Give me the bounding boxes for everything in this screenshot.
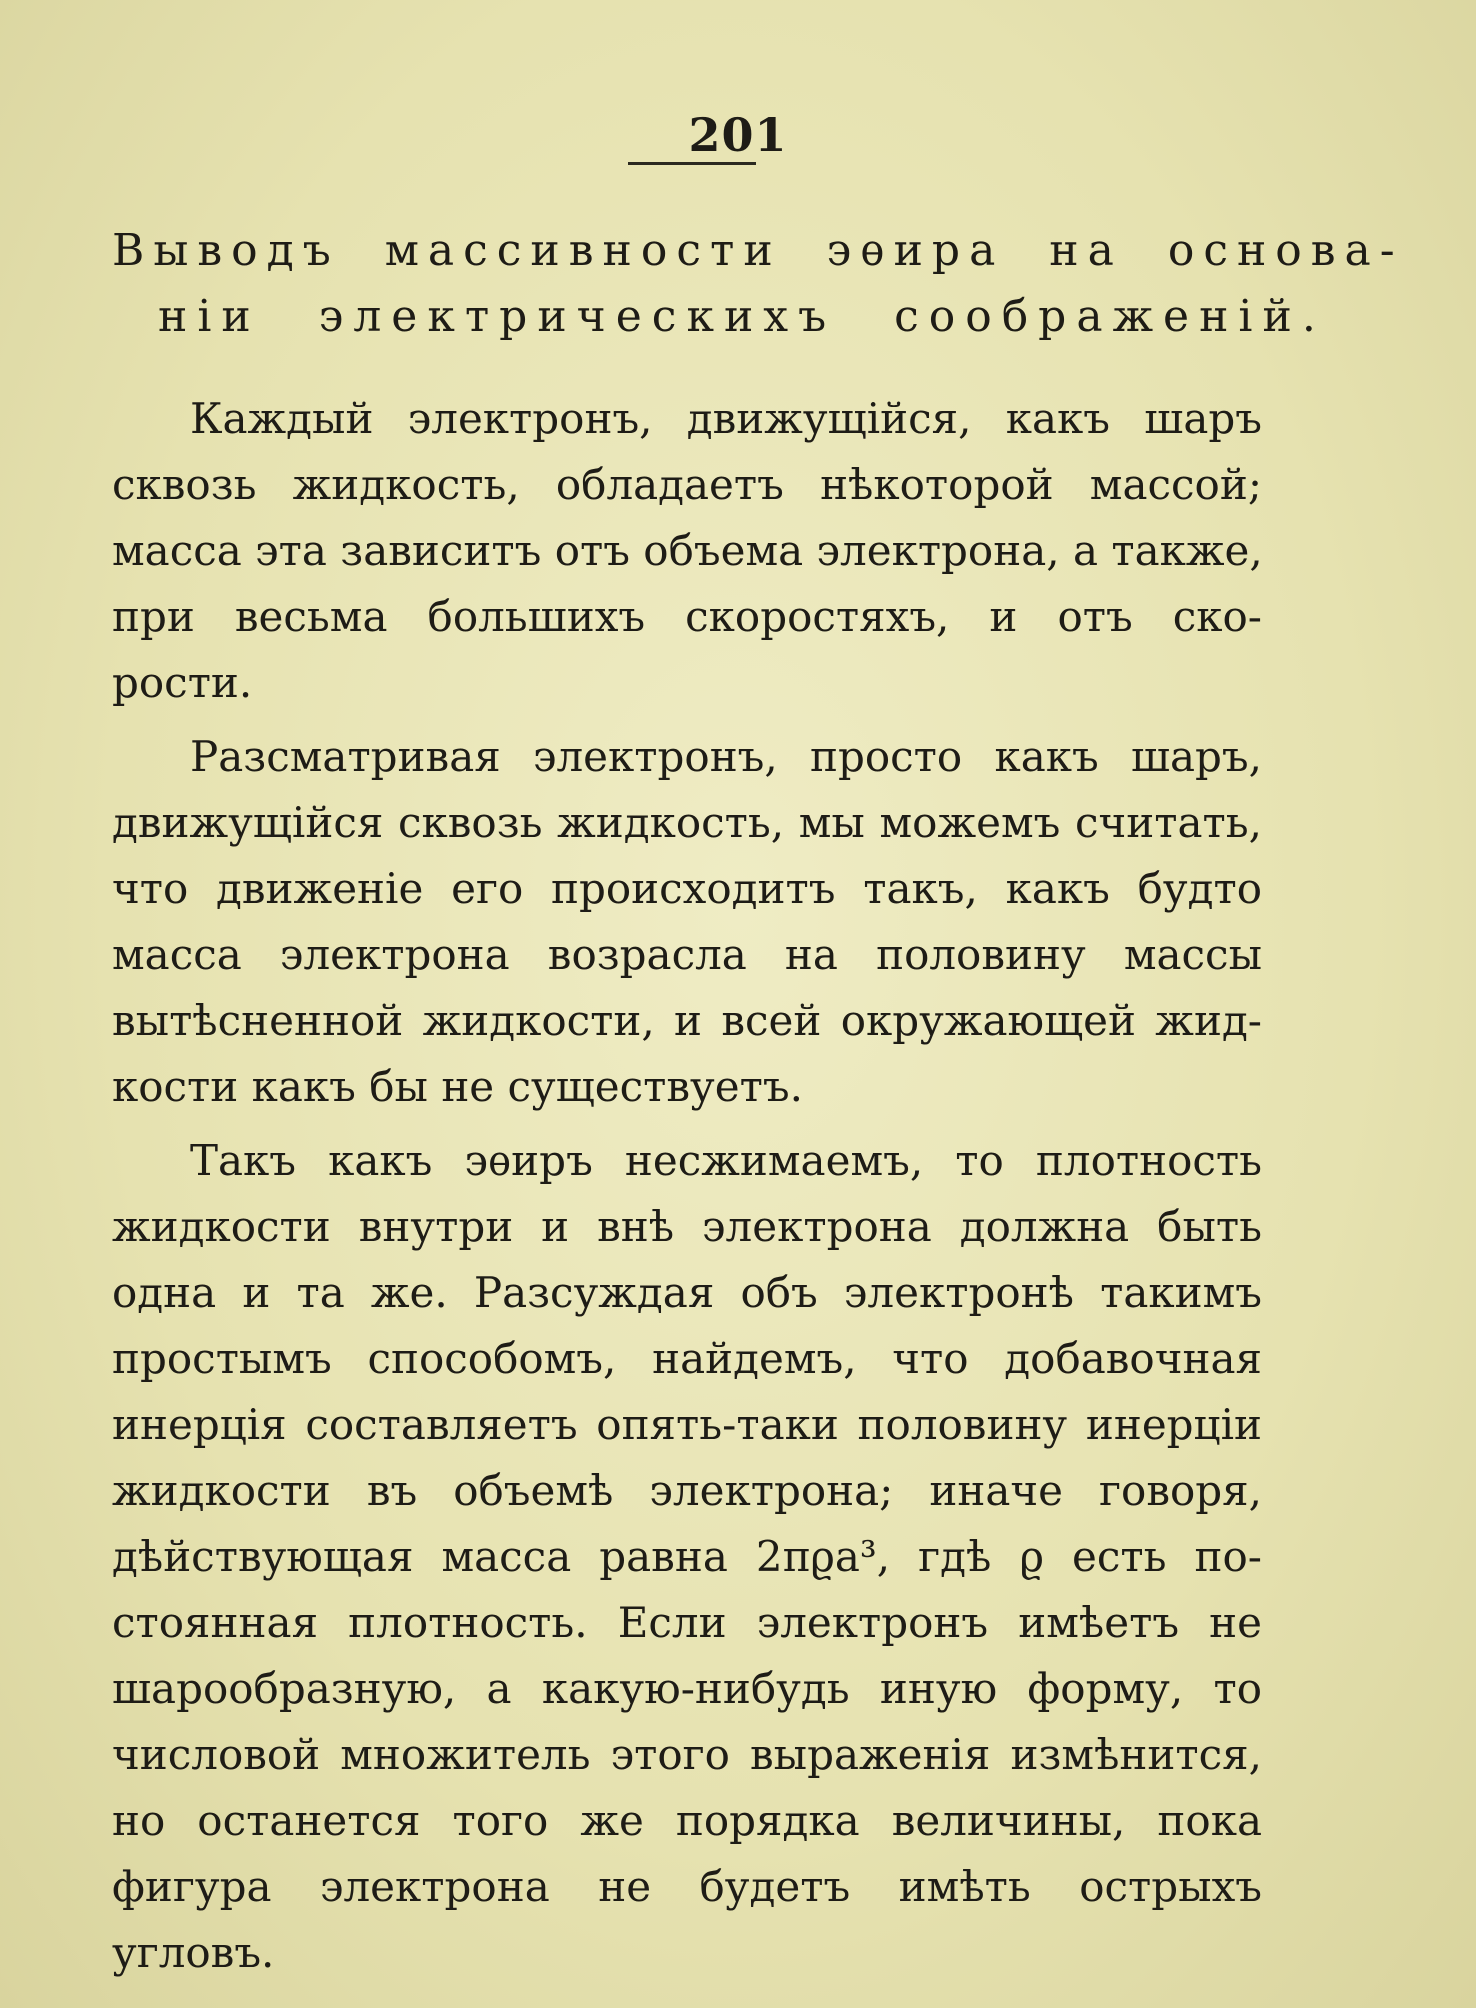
text-line: инерція составляетъ опять-таки половину инерціи xyxy=(112,1400,1262,1449)
text-line: масса эта зависитъ отъ объема электрона, а также, xyxy=(112,526,1263,575)
text-line: Каждый электронъ, движущійся, какъ шаръ xyxy=(190,394,1262,443)
text-line: стоянная плотность. Если электронъ имѣетъ не xyxy=(112,1598,1262,1647)
text-line: вытѣсненной жидкости, и всей окружающей жид- xyxy=(112,996,1262,1045)
page-number-rule xyxy=(628,162,756,165)
text-line: шарообразную, а какую-нибудь иную форму, то xyxy=(112,1664,1262,1713)
section-heading xyxy=(112,218,1404,350)
text-line: Такъ какъ эѳиръ несжимаемъ, то плотность xyxy=(190,1136,1262,1185)
text-line: простымъ способомъ, найдемъ, что добавочная xyxy=(112,1334,1262,1383)
text-line: жидкости внутри и внѣ электрона должна быть xyxy=(112,1202,1262,1251)
text-line: дѣйствующая масса равна 2πϱa³, гдѣ ϱ есть по- xyxy=(112,1532,1262,1581)
paragraph-1 xyxy=(112,386,1262,716)
text-line: движущійся сквозь жидкость, мы можемъ считать, xyxy=(112,798,1262,847)
text-line: угловъ. xyxy=(112,1928,275,1977)
paragraph-2 xyxy=(112,724,1262,1120)
text-line: одна и та же. Разсуждая объ электронѣ такимъ xyxy=(112,1268,1262,1317)
text-line: рости. xyxy=(112,658,253,707)
page-number: 201 xyxy=(688,108,788,162)
paragraph-3 xyxy=(112,1128,1262,1986)
section-heading-line: ніи электрическихъ соображеній. xyxy=(158,291,1326,342)
body-text xyxy=(112,386,1262,1994)
text-line: но останется того же порядка величины, пока xyxy=(112,1796,1262,1845)
text-line: числовой множитель этого выраженія измѣнится, xyxy=(112,1730,1262,1779)
text-line: жидкости въ объемѣ электрона; иначе говоря, xyxy=(112,1466,1262,1515)
text-line: что движеніе его происходитъ такъ, какъ будто xyxy=(112,864,1262,913)
text-line: сквозь жидкость, обладаетъ нѣкоторой массой; xyxy=(112,460,1262,509)
text-line: при весьма большихъ скоростяхъ, и отъ ско- xyxy=(112,592,1262,641)
text-line: масса электрона возрасла на половину массы xyxy=(112,930,1262,979)
section-heading-line: Выводъ массивности эѳира на основа- xyxy=(112,225,1404,276)
text-line: кости какъ бы не существуетъ. xyxy=(112,1062,803,1111)
text-line: фигура электрона не будетъ имѣть острыхъ xyxy=(112,1862,1262,1911)
text-line: Разсматривая электронъ, просто какъ шаръ, xyxy=(190,732,1262,781)
